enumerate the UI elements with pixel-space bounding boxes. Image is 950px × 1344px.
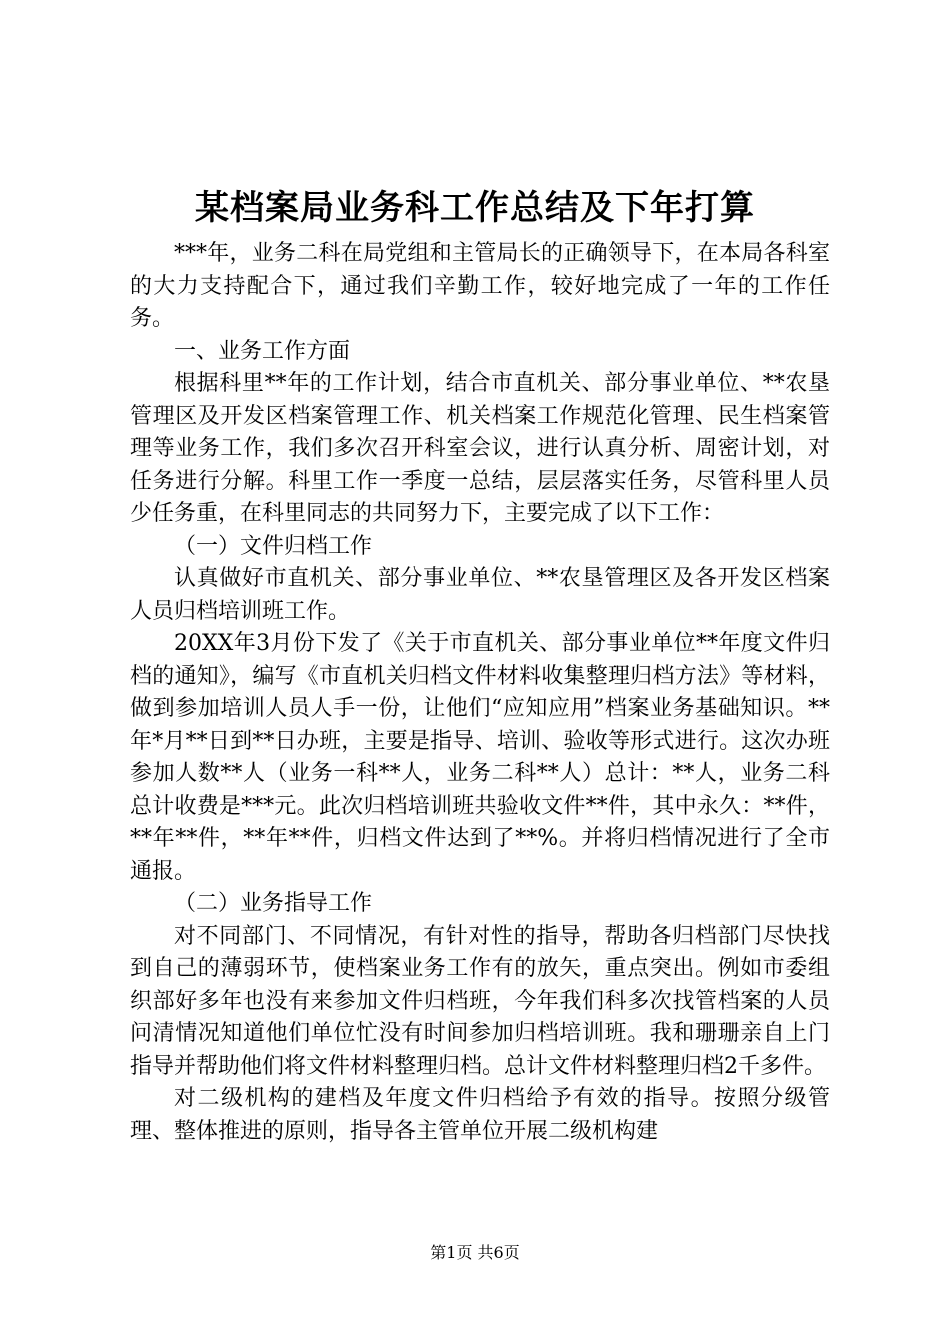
document-body [130, 238, 830, 1148]
section-heading: 一、业务工作方面 [174, 338, 351, 364]
paragraph: 认真做好市直机关、部分事业单位、**农垦管理区及各开发区档案人员归档培训班工作。 [130, 566, 830, 624]
paragraph: 对二级机构的建档及年度文件归档给予有效的指导。按照分级管理、整体推进的原则，指导各主管单位开展二级机构建 [130, 1086, 830, 1144]
paragraph-intro: ***年，业务二科在局党组和主管局长的正确领导下，在本局各科室的大力支持配合下，通过我们辛勤工作，较好地完成了一年的工作任务。 [130, 241, 830, 331]
paragraph: 20XX年3月份下发了《关于市直机关、部分事业单位**年度文件归档的通知》，编写《市直机关归档文件材料收集整理归档方法》等材料，做到参加培训人员人手一份，让他们“应知应用”档案业务基础知识。**年*月**日到**日办班，主要是指导、培训、验收等形式进行。这次办班参加人数**人（业务一科**人，业务二科**人）总计：**人，业务二科总计收费是***元。此次归档培训班共验收文件**件，其中永久：**件，**年**件，**年**件，归档文件达到了**%。并将归档情况进行了全市通报。 [130, 631, 830, 884]
subsection-heading: （二）业务指导工作 [174, 891, 373, 916]
page-footer: 第1页 共6页 [430, 1243, 520, 1262]
paragraph: 根据科里**年的工作计划，结合市直机关、部分事业单位、**农垦管理区及开发区档案管理工作、机关档案工作规范化管理、民生档案管理等业务工作，我们多次召开科室会议，进行认真分析、周密计划，对任务进行分解。科里工作一季度一总结，层层落实任务，尽管科里人员少任务重，在科里同志的共同努力下，主要完成了以下工作： [130, 371, 830, 526]
subsection-heading: （一）文件归档工作 [174, 533, 373, 559]
paragraph: 对不同部门、不同情况，有针对性的指导，帮助各归档部门尽快找到自己的薄弱环节，使档案业务工作有的放矢，重点突出。例如市委组织部好多年也没有来参加文件归档班，今年我们科多次找管档案的人员问清情况知道他们单位忙没有时间参加归档培训班。我和珊珊亲自上门指导并帮助他们将文件材料整理归档。总计文件材料整理归档2千多件。 [130, 923, 830, 1079]
document-title: 某档案局业务科工作总结及下年打算 [195, 188, 755, 228]
